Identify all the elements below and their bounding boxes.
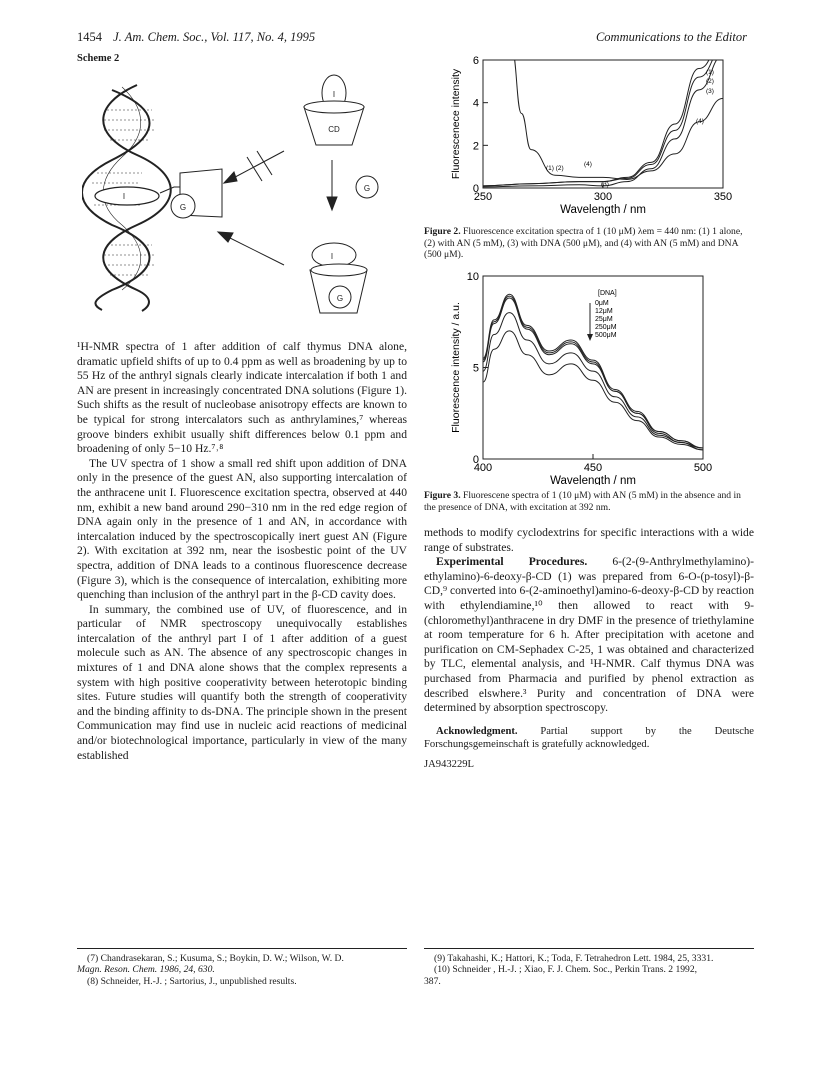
footnote-7: (7) Chandrasekaran, S.; Kusuma, S.; Boykin, D. W.; Wilson, W. D. [87, 953, 344, 964]
legend-entry: 500μM [595, 332, 617, 339]
left-column [77, 340, 407, 763]
x-axis-label: Wavelength / nm [560, 204, 646, 216]
y-tick-label: 10 [466, 271, 479, 283]
curve-label: (1) [706, 69, 714, 76]
series-line-4 [512, 49, 723, 179]
y-tick-label: 2 [472, 140, 479, 153]
x-tick-label: 350 [713, 191, 733, 203]
acknowledgment-body: Partial support by the Deutsche Forschungsgemeinschaft is gratefully acknowledged. [424, 725, 754, 751]
legend-entry: 12μM [595, 308, 613, 315]
curve-label: (1) (2) [546, 165, 564, 172]
y-tick-label: 4 [472, 97, 479, 110]
y-tick-label: 0 [472, 454, 479, 466]
curve-label: (3) [706, 88, 714, 95]
series-line-1 [483, 48, 723, 186]
scheme-label-guest-free: G [363, 184, 371, 193]
page-number: 1454 [77, 30, 102, 44]
x-tick-label: 400 [473, 462, 493, 474]
section-title: Communications to the Editor [595, 30, 747, 44]
figure-2-caption-text: Fluorescence excitation spectra of 1 (10 μM) λem = 440 nm: (1) 1 alone, (2) with AN (5 mM), (3) with DNA (500 μM), and (4) with AN (5 mM) and DNA (500 μM). [424, 226, 743, 261]
figure-2-caption [424, 226, 754, 261]
paragraph-nmr: ¹H-NMR spectra of 1 after addition of calf thymus DNA alone, dramatic upfield shifts of up to 0.4 ppm as well as broadening by up to 55 Hz of the anthryl signals clearly indicate intercalation if both 1 and AN are present in increasingly concentrated DNA solutions (Figure 1). Such shifts as the result of nucleobase anisotropy effects are known to be typical for strong intercalators such as anthrylamines,⁷ whereas groove binders exhibit usually shift differences below 0.1 ppm and broadening of only 5−10 Hz.⁷˒⁸ [77, 340, 407, 456]
journal-citation: J. Am. Chem. Soc., Vol. 117, No. 4, 1995 [113, 30, 316, 44]
experimental-body: 6-(2-(9-Anthrylmethylamino)-ethylamino)-6-deoxy-β-CD (1) was prepared from 6-O-(p-tosyl)-β-CD,⁹ converted into 6-(2-aminoethyl)amino-6-deoxy-β-CD by reaction with ethylendiamine,¹⁰ then allowed to react with 9-(chloromethyl)anthracene in dry DMF in the presence of triethylamine at room temperature for 6 h. After precipitation with acetone and purification on CM-Sephadex C-25, 1 was obtained and characterized by TLC, elemental analysis, and ¹H-NMR. Calf thymus DNA was purchased from Pharmacia and purified by phenol extraction as described elswhere.³ Purity and concentration of DNA were determined by absorption spectroscopy. [424, 555, 755, 715]
x-tick-label: 250 [473, 191, 493, 203]
legend-entry: 0μM [595, 300, 609, 307]
x-tick-label: 300 [593, 191, 613, 203]
scheme-2-drawing [82, 65, 392, 325]
figure-3-caption [424, 490, 754, 513]
footnotes-right [424, 953, 754, 987]
paragraph-methods-cont: methods to modify cyclodextrins for specific interactions with a wide range of substrates. [424, 526, 754, 554]
scheme-label-anthryl-intercalated: I [122, 192, 126, 201]
paragraph-uv: The UV spectra of 1 show a small red shift upon addition of DNA only in the presence of the guest AN, also supporting intercalation of the anthracene unit I. Fluorescence excitation spectra, observed at 440 nm, exhibit a new band around 290−310 nm in the red edge region of DNA again only in the presence of 1 and AN, in accordance with intercalation induced by the spectroscopically inert guest AN (Figure 2). With excitation at 392 nm, near the isosbestic point of the UV spectra, addition of DNA leads to a continous fluorescence decrease (Figure 3), which is the consequence of intercalation, exhibiting more quenching than inclusion of the anthryl part in the β-CD cavity does. [77, 456, 407, 602]
plot-frame [483, 60, 723, 188]
figure-2-chart [448, 48, 748, 223]
series-line-3 [483, 56, 723, 187]
x-tick-label: 450 [583, 462, 603, 474]
scheme-label-guest-bottom: G [336, 294, 344, 303]
series-line-4 [483, 313, 703, 450]
scheme-label-anthryl-bottom: I [330, 252, 334, 261]
footnote-rule-right [424, 948, 754, 949]
legend-arrowhead [587, 334, 593, 341]
curve-label: (2) [706, 78, 714, 85]
scheme-label-cd: CD [328, 125, 340, 134]
y-axis-label: Fluorescence intensity / a.u. [450, 302, 462, 433]
footnote-rule-left [77, 948, 407, 949]
footnote-10: (10) Schneider , H.-J. ; Xiao, F. J. Chem. Soc., Perkin Trans. 2 1992, [434, 964, 698, 976]
figure-3-chart [448, 270, 748, 485]
y-tick-label: 5 [472, 362, 479, 375]
y-tick-label: 6 [472, 55, 479, 67]
y-tick-label: 0 [472, 183, 479, 195]
manuscript-id: JA943229L [424, 758, 475, 770]
x-tick-label: 500 [693, 462, 713, 474]
experimental-heading: Experimental Procedures. [436, 555, 588, 569]
figure-3-caption-text: Fluorescene spectra of 1 (10 μM) with AN (5 mM) in the absence and in the presence of DNA, with excitation at 392 nm. [424, 490, 741, 513]
figure-3-caption-label: Figure 3. [424, 490, 461, 501]
scheme-label-guest-bound: G [179, 203, 187, 212]
footnote-10-cont: 387. [424, 975, 441, 987]
y-axis-label: Fluorescenece intensity [450, 68, 462, 180]
footnote-9: (9) Takahashi, K.; Hattori, K.; Toda, F. Tetrahedron Lett. 1984, 25, 3331. [434, 953, 714, 964]
curve-label: (4) [584, 161, 592, 168]
page-header-left [77, 30, 315, 45]
legend-title: [DNA] [598, 290, 617, 297]
legend-entry: 250μM [595, 324, 617, 331]
series-line-2 [483, 49, 723, 186]
legend-entry: 25μM [595, 316, 613, 323]
footnotes-left [77, 953, 407, 987]
scheme-title: Scheme 2 [77, 53, 120, 64]
acknowledgment-heading: Acknowledgment. [436, 725, 518, 737]
footnote-7-cont: Magn. Reson. Chem. 1986, 24, 630. [77, 964, 215, 976]
series-line-5 [483, 331, 703, 450]
x-axis-label: Wavelength / nm [550, 475, 636, 485]
footnote-8: (8) Schneider, H.-J. ; Sartorius, J., unpublished results. [87, 975, 297, 987]
curve-label: (3) [601, 181, 609, 188]
curve-label: (4) [696, 118, 704, 125]
right-column [424, 526, 754, 772]
paragraph-summary: In summary, the combined use of UV, of fluorescence, and in particular of NMR spectroscopy unequivocally establishes intercalation of the anthryl part I of 1 after addition of a guest molecule such as AN. The absence of any spectroscopic changes in mixtures of 1 and DNA alone shows that the complex represents a system with high positive cooperativity between heterotopic binding sites. Future studies will quantify both the strength of cooperativity and the binding affinity to ds-DNA. The principle shown in the present Communication may find use in nucleic acid reactions of medicinal and/or biotechnological importance, particularly in view of the many established [77, 602, 407, 762]
scheme-label-anthryl-top: I [332, 90, 336, 99]
figure-2-caption-label: Figure 2. [424, 226, 461, 237]
